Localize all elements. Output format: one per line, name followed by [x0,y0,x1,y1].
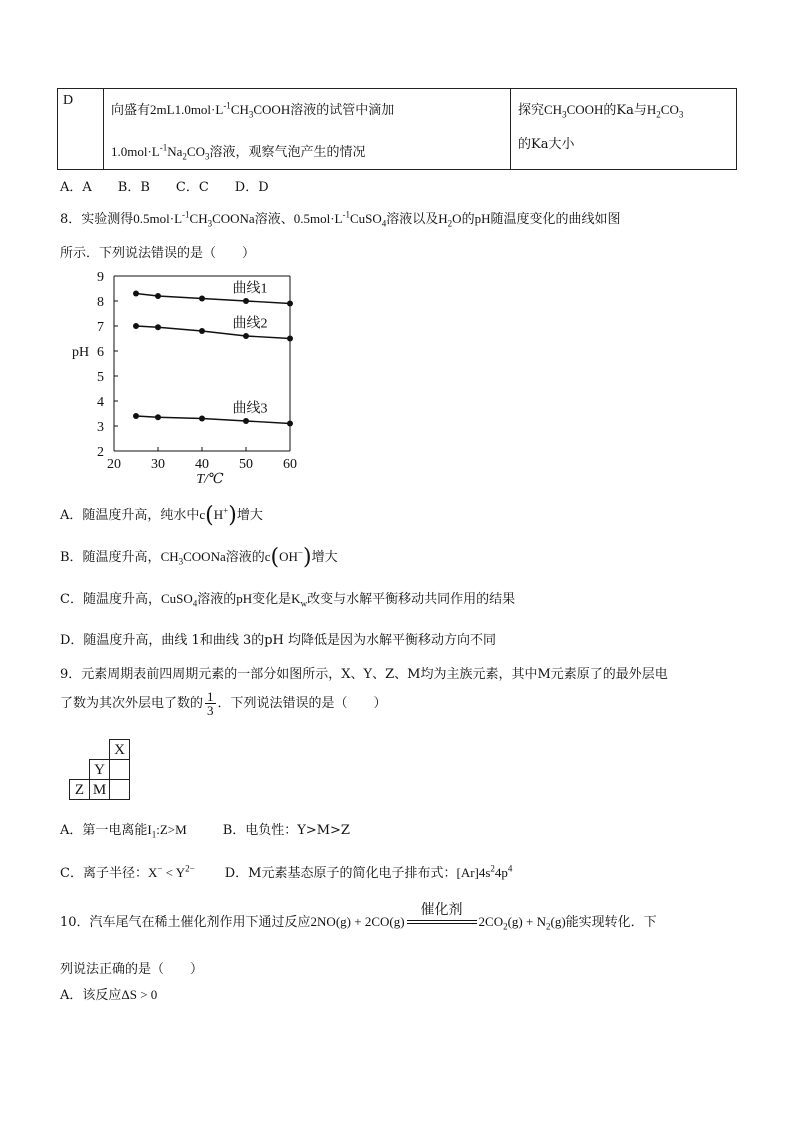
data-point [243,298,249,304]
q10-stem-line2: 列说法正确的是（ ） [60,962,204,977]
x-tick-label: 60 [283,457,297,472]
series-label-1: 曲线1 [232,281,268,297]
y-tick-label: 6 [97,345,104,360]
data-point [199,296,205,302]
data-point [287,301,293,307]
q10-option-a: A．该反应ΔS > 0 [60,987,158,1003]
q9-stem-line2: 了数为其次外层电了数的 $\frac{1}{3}$ ．下列说法错误的是（ ） [60,689,387,718]
q7-options: A．A B．B C．C D．D [60,180,269,195]
y-tick-label: 8 [97,295,104,310]
q9-options-ab: A．第一电离能$I_1:Z>M$ B．电负性：Y>M>Z [60,822,350,840]
data-point [199,416,205,422]
y-tick-label: 2 [97,445,104,460]
table-option-label: D [63,93,74,108]
x-axis-label: T/℃ [196,472,224,487]
cell-empty [109,779,130,800]
data-point [133,413,139,419]
y-axis-label: pH [72,345,90,360]
table-divider [510,89,511,169]
x-tick-label: 40 [195,457,209,472]
x-tick-label: 30 [151,457,165,472]
y-tick-label: 7 [97,320,104,335]
data-point [155,324,161,330]
catalyst-label: 催化剂 [420,901,463,918]
q8-option-d: D．随温度升高，曲线 1和曲线 3的pH 均降低是因为水解平衡移动方向不同 [60,633,497,648]
cell-m: M [89,779,110,800]
x-tick-label: 50 [239,457,253,472]
data-point [155,293,161,299]
data-point [243,333,249,339]
q8-stem-line2: 所示．下列说法错误的是（ ） [60,246,256,261]
cell-y: Y [89,759,110,780]
purpose-line1: 探究$CH_3COOH$的Ka与$H_2CO_3$ [518,102,684,120]
ph-temperature-chart [70,268,310,490]
q8-option-a: A．随温度升高，纯水中c(H+)增大 [60,503,263,528]
cell-empty [109,759,130,780]
fraction-one-third: $\frac{1}{3}$ [207,689,214,718]
answer-table [57,88,737,170]
data-point [287,336,293,342]
y-tick-label: 4 [97,395,104,410]
data-point [133,323,139,329]
q8-option-c: C．随温度升高，CuSO$_4$溶液的pH变化是$K_w$改变与水解平衡移动共同作用的结果 [60,591,516,609]
q9-options-cd: C．离子半径：$X^- < Y^{2-}$ D．M元素基态原子的简化电子排布式：$[Ar]4s^24p^4$ [60,863,513,881]
data-point [199,328,205,334]
q8-option-b: B．随温度升高，$CH_3COONa$溶液的c(OH−)增大 [60,545,338,570]
q10-stem-line1: 10．汽车尾气在稀土催化剂作用下通过反应2NO(g) + 2CO(g) 催化剂 $2CO_2(g) + N_2(g)$能实现转化．下 [60,911,657,930]
data-point [287,421,293,427]
q8-stem-line1: 8．实验测得$0.5mol\cdot L^{-1}CH_3COONa$溶液、$0.5mol\cdot L^{-1}CuSO_4$溶液以及$H_2O$的pH随温度变化的曲线如图 [60,209,621,229]
y-tick-label: 9 [97,270,104,285]
operation-line2: $1.0mol\cdot L^{-1}Na_2CO_3$溶液，观察气泡产生的情况 [111,142,366,162]
table-option-cell [58,89,104,169]
cell-x: X [109,739,130,760]
x-tick-label: 20 [107,457,121,472]
reaction-arrow [405,901,479,930]
purpose-line2: 的Ka大小 [518,137,575,152]
y-tick-label: 3 [97,420,104,435]
operation-line1: 向盛有$2mL1.0mol\cdot L^{-1}CH_3COOH$溶液的试管中滴加 [111,100,395,120]
q9-stem-line1: 9．元素周期表前四周期元素的一部分如图所示，X、Y、Z、M均为主族元素，其中M元素原了的最外层电 [60,667,668,682]
chart-series [133,291,293,427]
data-point [155,414,161,420]
cell-z: Z [69,779,90,800]
series-label-2: 曲线2 [232,316,268,332]
y-tick-label: 5 [97,370,104,385]
data-point [133,291,139,297]
series-label-3: 曲线3 [232,401,268,417]
data-point [243,418,249,424]
